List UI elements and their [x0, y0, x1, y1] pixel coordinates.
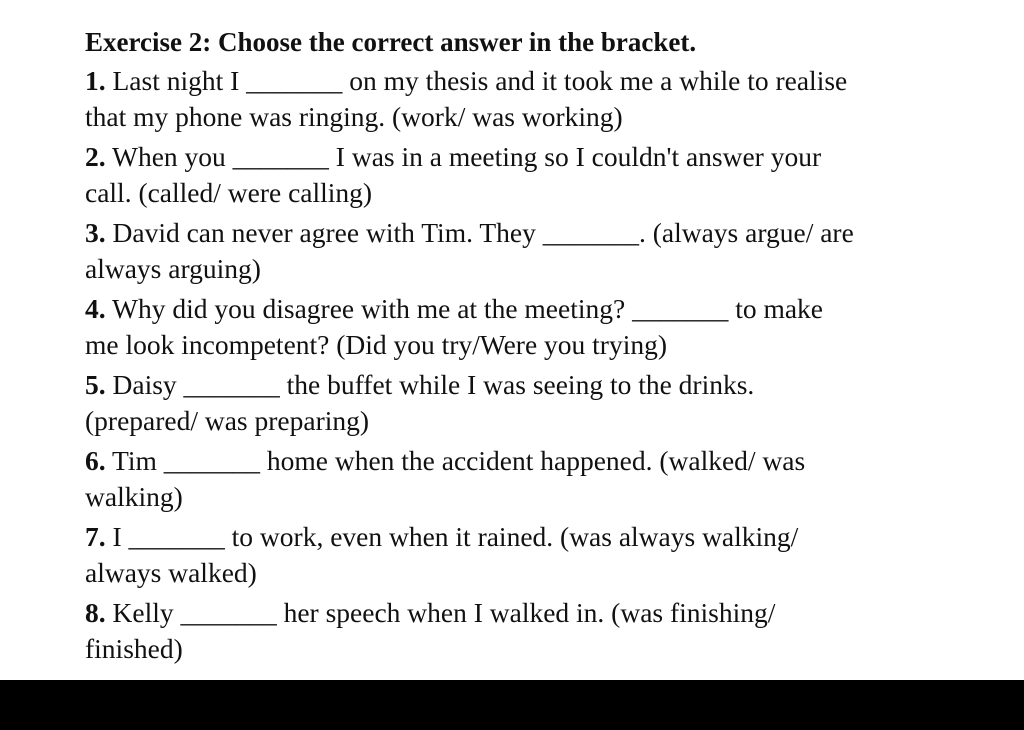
question-5: [85, 367, 985, 439]
question-5-line-2: (prepared/ was preparing): [85, 405, 370, 436]
question-2: [85, 139, 985, 211]
question-number: 1.: [85, 65, 106, 96]
question-number: 6.: [85, 445, 106, 476]
question-4-line-1: [85, 291, 985, 327]
question-text: When you _______ I was in a meeting so I couldn't answer your: [112, 141, 822, 172]
question-text: David can never agree with Tim. They _______. (always argue/ are: [112, 217, 854, 248]
exercise-title: Exercise 2: Choose the correct answer in the bracket.: [85, 27, 697, 57]
question-text: Why did you disagree with me at the meeting? _______ to make: [112, 293, 824, 324]
question-6-line-2: walking): [85, 481, 183, 512]
question-8: [85, 595, 985, 667]
question-number: 8.: [85, 597, 106, 628]
question-8-line-2: finished): [85, 633, 183, 664]
question-number: 2.: [85, 141, 106, 172]
question-7: [85, 519, 985, 591]
question-1-line-2: that my phone was ringing. (work/ was working): [85, 101, 623, 132]
question-6-line-1: [85, 443, 985, 479]
question-3-line-1: [85, 215, 985, 251]
question-1: [85, 63, 985, 135]
question-7-line-2: always walked): [85, 557, 257, 588]
question-4: [85, 291, 985, 363]
bottom-black-band: [0, 680, 1024, 730]
question-number: 7.: [85, 521, 106, 552]
question-5-line-1: [85, 367, 985, 403]
question-7-line-1: [85, 519, 985, 555]
question-text: Kelly _______ her speech when I walked in. (was finishing/: [112, 597, 776, 628]
question-text: Last night I _______ on my thesis and it took me a while to realise: [112, 65, 848, 96]
question-1-line-1: [85, 63, 985, 99]
question-text: Daisy _______ the buffet while I was seeing to the drinks.: [112, 369, 755, 400]
question-number: 4.: [85, 293, 106, 324]
question-6: [85, 443, 985, 515]
question-3: [85, 215, 985, 287]
question-number: 5.: [85, 369, 106, 400]
question-text: Tim _______ home when the accident happened. (walked/ was: [112, 445, 806, 476]
question-number: 3.: [85, 217, 106, 248]
question-3-line-2: always arguing): [85, 253, 261, 284]
question-2-line-2: call. (called/ were calling): [85, 177, 373, 208]
question-4-line-2: me look incompetent? (Did you try/Were you trying): [85, 329, 668, 360]
question-text: I _______ to work, even when it rained. (was always walking/: [112, 521, 799, 552]
question-2-line-1: [85, 139, 985, 175]
question-8-line-1: [85, 595, 985, 631]
exercise-content: [85, 24, 985, 671]
